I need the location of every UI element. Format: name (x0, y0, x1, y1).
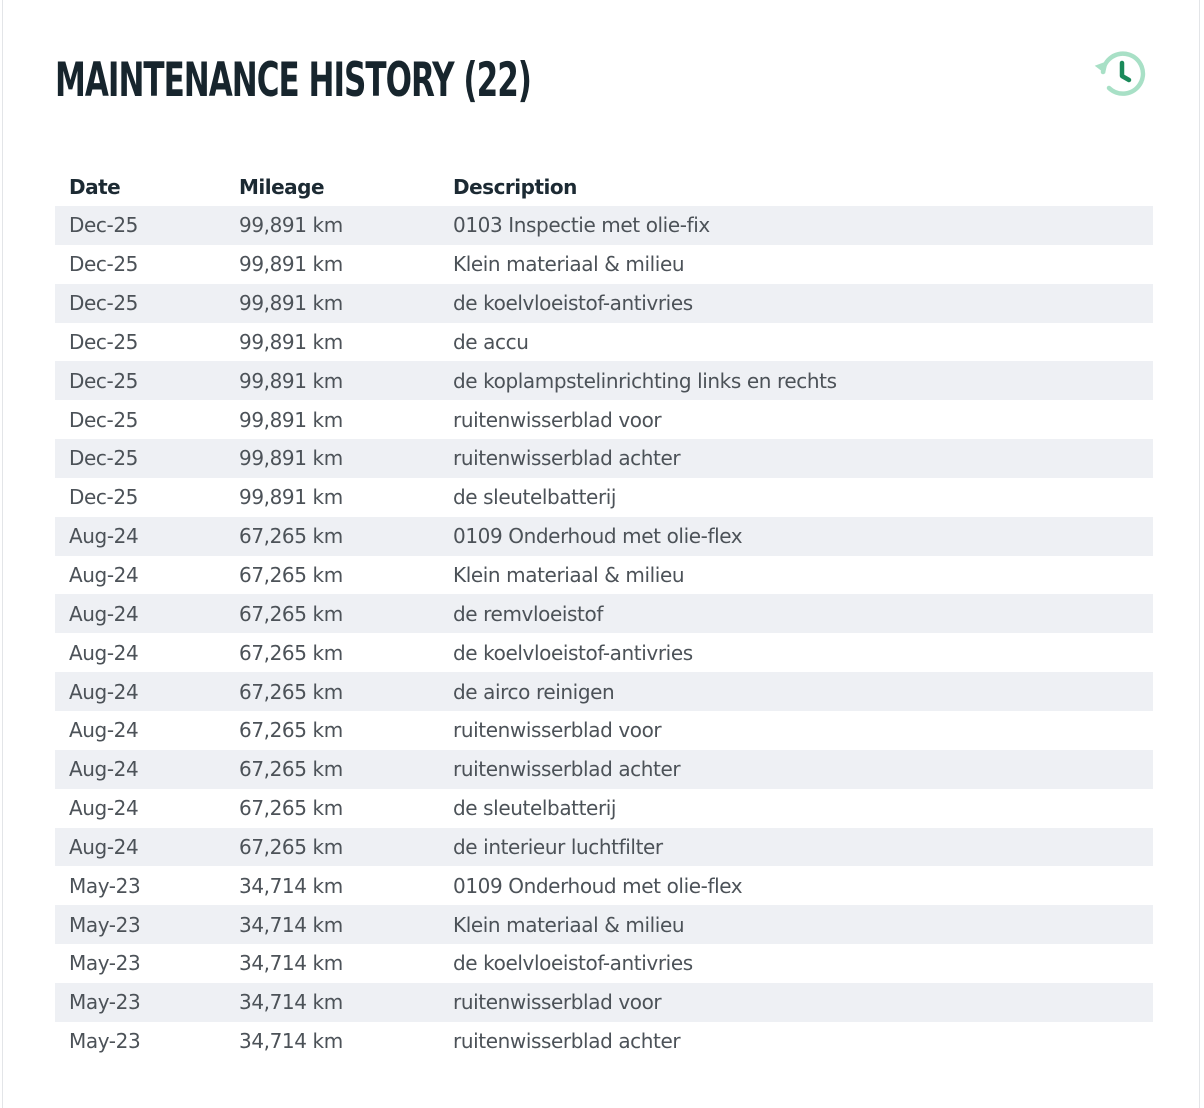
table-row (55, 206, 1153, 245)
cell-mileage: 99,891 km (239, 485, 343, 510)
cell-date: Aug-24 (69, 563, 139, 588)
cell-date: Aug-24 (55, 750, 225, 789)
cell-date: May-23 (55, 983, 225, 1022)
cell-mileage: 67,265 km (225, 750, 439, 789)
cell-date: Aug-24 (55, 828, 225, 867)
table-row (55, 245, 1153, 284)
cell-description: ruitenwisserblad achter (439, 439, 1153, 478)
column-header-mileage: Mileage (239, 175, 325, 199)
table-row (55, 633, 1153, 672)
cell-mileage: 67,265 km (225, 672, 439, 711)
cell-description: de koelvloeistof-antivries (453, 640, 693, 665)
cell-mileage: 99,891 km (239, 252, 343, 277)
cell-description: de sleutelbatterij (453, 485, 617, 510)
cell-description: ruitenwisserblad voor (439, 983, 1153, 1022)
cell-mileage: 34,714 km (239, 951, 343, 976)
cell-mileage: 99,891 km (225, 361, 439, 400)
table-body (55, 206, 1153, 1061)
cell-description: Klein materiaal & milieu (453, 252, 685, 277)
cell-mileage: 34,714 km (225, 983, 439, 1022)
page-title: MAINTENANCE HISTORY (22) (55, 53, 532, 108)
table-header-row (55, 168, 1153, 206)
cell-mileage: 99,891 km (239, 329, 343, 354)
cell-mileage: 34,714 km (225, 905, 439, 944)
cell-description: ruitenwisserblad voor (453, 407, 662, 432)
cell-mileage: 67,265 km (239, 563, 343, 588)
column-header-description: Description (453, 175, 577, 199)
cell-date: Dec-25 (69, 407, 138, 432)
cell-mileage: 99,891 km (225, 206, 439, 245)
cell-mileage: 67,265 km (225, 594, 439, 633)
table-row (55, 400, 1153, 439)
cell-description: ruitenwisserblad achter (453, 1029, 681, 1054)
cell-mileage: 67,265 km (225, 517, 439, 556)
cell-description: 0103 Inspectie met olie-fix (439, 206, 1153, 245)
cell-date: Aug-24 (69, 640, 139, 665)
cell-description: de interieur luchtfilter (439, 828, 1153, 867)
maintenance-table (55, 168, 1153, 1061)
table-row (55, 983, 1153, 1022)
cell-date: Dec-25 (69, 329, 138, 354)
table-row (55, 828, 1153, 867)
cell-description: Klein materiaal & milieu (439, 905, 1153, 944)
cell-description: de sleutelbatterij (453, 796, 617, 821)
table-row (55, 594, 1153, 633)
history-button[interactable] (1093, 46, 1149, 102)
cell-date: May-23 (55, 905, 225, 944)
table-row (55, 711, 1153, 750)
cell-date: Aug-24 (55, 517, 225, 556)
cell-date: May-23 (69, 1029, 141, 1054)
cell-mileage: 67,265 km (239, 718, 343, 743)
cell-date: Dec-25 (55, 284, 225, 323)
column-header-date: Date (69, 175, 121, 199)
cell-mileage: 34,714 km (239, 1029, 343, 1054)
cell-mileage: 67,265 km (239, 640, 343, 665)
table-row (55, 556, 1153, 595)
table-row (55, 905, 1153, 944)
cell-description: 0109 Onderhoud met olie-flex (439, 517, 1153, 556)
cell-date: Dec-25 (55, 361, 225, 400)
maintenance-history-card (2, 0, 1200, 1108)
cell-mileage: 67,265 km (239, 796, 343, 821)
table-row (55, 750, 1153, 789)
cell-date: Dec-25 (69, 485, 138, 510)
cell-mileage: 67,265 km (225, 828, 439, 867)
table-row (55, 672, 1153, 711)
cell-description: de airco reinigen (439, 672, 1153, 711)
table-row (55, 866, 1153, 905)
cell-mileage: 99,891 km (225, 284, 439, 323)
table-row (55, 944, 1153, 983)
table-row (55, 1022, 1153, 1061)
cell-description: Klein materiaal & milieu (453, 563, 685, 588)
table-row (55, 789, 1153, 828)
cell-mileage: 99,891 km (239, 407, 343, 432)
cell-description: ruitenwisserblad achter (439, 750, 1153, 789)
table-row (55, 284, 1153, 323)
cell-date: Aug-24 (55, 594, 225, 633)
table-row (55, 517, 1153, 556)
cell-date: May-23 (69, 951, 141, 976)
cell-date: Dec-25 (55, 439, 225, 478)
table-row (55, 478, 1153, 517)
cell-date: Aug-24 (69, 718, 139, 743)
cell-description: 0109 Onderhoud met olie-flex (453, 873, 743, 898)
cell-date: Aug-24 (69, 796, 139, 821)
cell-description: de koelvloeistof-antivries (453, 951, 693, 976)
history-clock-icon (1093, 46, 1149, 102)
cell-date: Dec-25 (55, 206, 225, 245)
cell-description: de accu (453, 329, 529, 354)
cell-date: Dec-25 (69, 252, 138, 277)
cell-date: May-23 (69, 873, 141, 898)
cell-description: de koelvloeistof-antivries (439, 284, 1153, 323)
cell-date: Aug-24 (55, 672, 225, 711)
table-row (55, 323, 1153, 362)
cell-description: de koplampstelinrichting links en rechts (439, 361, 1153, 400)
cell-description: ruitenwisserblad voor (453, 718, 662, 743)
table-row (55, 439, 1153, 478)
cell-description: de remvloeistof (439, 594, 1153, 633)
cell-mileage: 34,714 km (239, 873, 343, 898)
cell-mileage: 99,891 km (225, 439, 439, 478)
table-row (55, 361, 1153, 400)
